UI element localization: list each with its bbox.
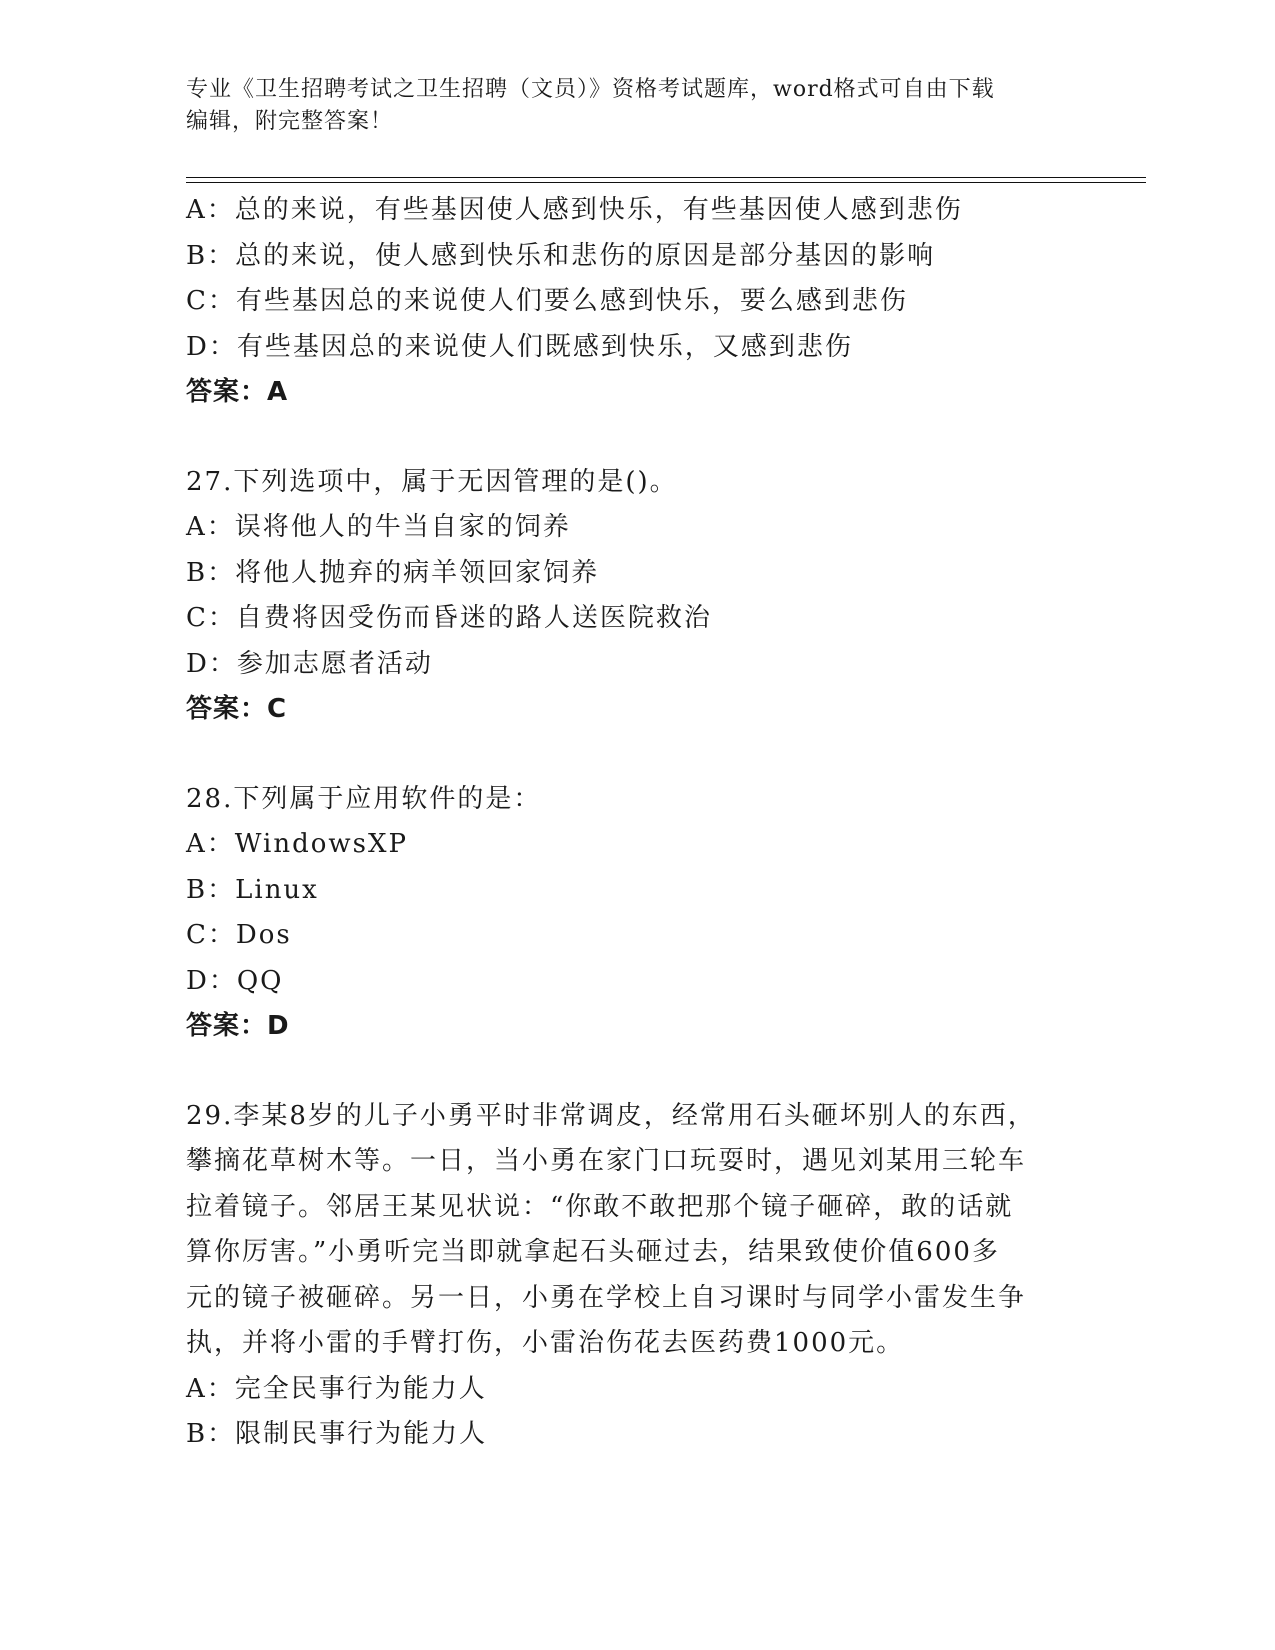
option-c: C：Dos (186, 920, 292, 950)
option-b: B：总的来说，使人感到快乐和悲伤的原因是部分基因的影响 (186, 240, 936, 271)
question-stem (186, 1094, 1086, 1367)
option-a: A：总的来说，有些基因使人感到快乐，有些基因使人感到悲伤 (186, 195, 963, 225)
option-a: A：完全民事行为能力人 (186, 1373, 487, 1404)
question-gap (186, 1050, 1086, 1094)
option-a: A：WindowsXP (186, 829, 409, 859)
header-line-1: 专业《卫生招聘考试之卫生招聘（文员）》资格考试题库，word格式可自由下载 (186, 77, 995, 102)
answer: 答案：D (186, 1011, 290, 1041)
option-b: B：限制民事行为能力人 (186, 1419, 488, 1449)
question-gap (186, 416, 1086, 460)
stem-line: 执，并将小雷的手臂打伤，小雷治伤花去医药费1000元。 (186, 1328, 905, 1358)
header-line-2: 编辑，附完整答案！ (186, 109, 394, 134)
option-c: C：有些基因总的来说使人们要么感到快乐，要么感到悲伤 (186, 286, 908, 316)
option-d: D：参加志愿者活动 (186, 648, 433, 679)
stem-line: 拉着镜子。邻居王某见状说：“你敢不敢把那个镜子砸碎，敢的话就 (186, 1191, 1014, 1222)
option-c: C：自费将因受伤而昏迷的路人送医院救治 (186, 603, 712, 633)
option-d: D：QQ (186, 965, 284, 996)
option-a: A：误将他人的牛当自家的饲养 (186, 512, 571, 542)
document-header (186, 74, 1086, 138)
answer: 答案：C (186, 694, 288, 724)
option-d: D：有些基因总的来说使人们既感到快乐，又感到悲伤 (186, 331, 853, 362)
header-divider-bottom (186, 182, 1146, 183)
stem-line: 29.李某8岁的儿子小勇平时非常调皮，经常用石头砸坏别人的东西， (186, 1100, 1036, 1131)
question-26 (186, 188, 1086, 416)
answer: 答案：A (186, 377, 289, 407)
header-divider-top (186, 177, 1146, 178)
option-b: B：将他人抛弃的病羊领回家饲养 (186, 557, 600, 588)
question-stem: 28.下列属于应用软件的是： (186, 783, 542, 814)
question-28 (186, 777, 1086, 1050)
stem-line: 算你厉害。”小勇听完当即就拿起石头砸过去，结果致使价值600多 (186, 1237, 1000, 1267)
question-stem: 27.下列选项中，属于无因管理的是()。 (186, 466, 678, 497)
stem-line: 攀摘花草树木等。一日，当小勇在家门口玩耍时，遇见刘某用三轮车 (186, 1146, 1027, 1176)
option-b: B：Linux (186, 874, 319, 905)
question-list (186, 188, 1086, 1458)
question-29 (186, 1094, 1086, 1458)
question-27 (186, 460, 1086, 733)
question-gap (186, 733, 1086, 777)
stem-line: 元的镜子被砸碎。另一日，小勇在学校上自习课时与同学小雷发生争 (186, 1282, 1027, 1313)
